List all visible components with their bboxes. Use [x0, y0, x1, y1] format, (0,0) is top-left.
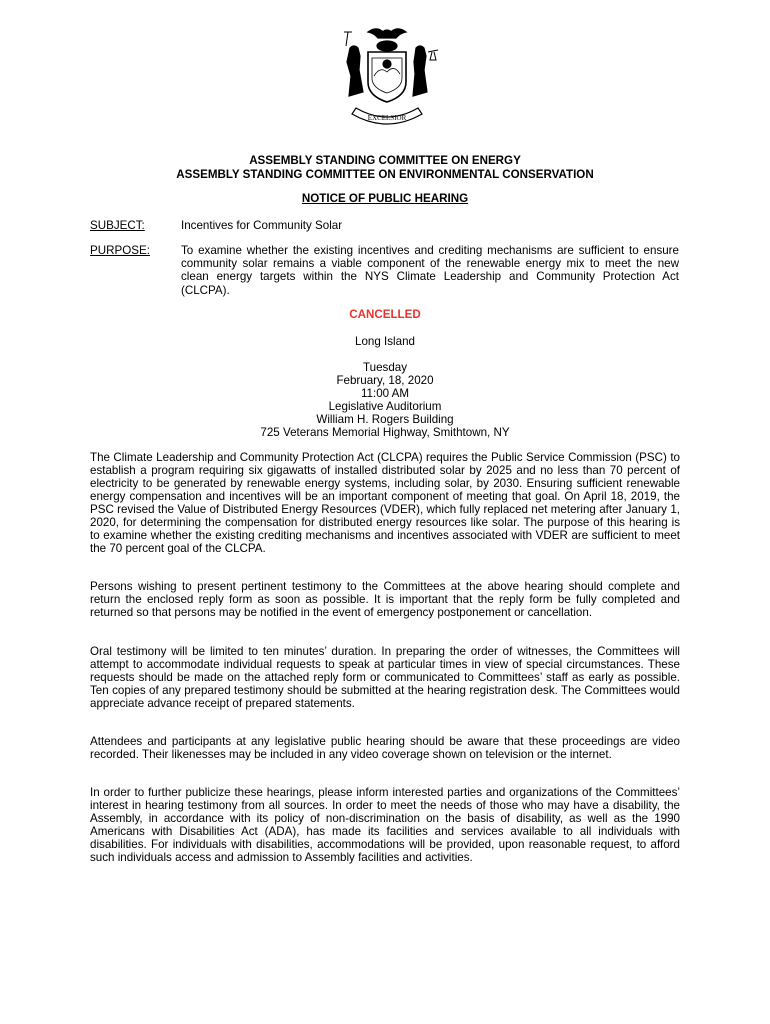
paragraph-clcpa-background: The Climate Leadership and Community Protection Act (CLCPA) requires the Public Service Commission (PSC) to establish a program requiring six gigawatts of installed distributed solar by 2025 and no less than 70 percent of electricity to be generated by renewable energy systems, including solar, by 2030. Ensuring sufficient renewable energy compensation and incentives will be an important component of meeting that goal. On April 18, 2019, the PSC revised the Value of Distributed Energy Resources (VDER), which fully replaced net metering after January 1, 2020, for determining the compensation for distributed energy resources like solar. The purpose of this hearing is to examine whether the existing crediting mechanisms and incentives associated with VDER are sufficient to meet the 70 percent goal of the CLCPA.	[90, 451, 680, 556]
hearing-venue: Legislative Auditorium	[328, 400, 442, 413]
purpose-label: PURPOSE:	[90, 244, 150, 257]
hearing-time: 11:00 AM	[360, 387, 410, 400]
purpose-text: To examine whether the existing incentives and crediting mechanisms are sufficient to ensure community solar remains a viable component of the renewable energy mix to meet the new clean energy targets within the NYS Climate Leadership and Community Protection Act (CLCPA).	[181, 244, 679, 297]
subject-value: Incentives for Community Solar	[181, 219, 343, 232]
new-york-state-seal-icon	[328, 22, 446, 134]
paragraph-video-recording: Attendees and participants at any legislative public hearing should be aware that these proceedings are video recorded. Their likenesses may be included in any video coverage shown on television or the internet.	[90, 735, 680, 762]
paragraph-testimony-instructions: Persons wishing to present pertinent testimony to the Committees at the above hearing should complete and return the enclosed reply form as soon as possible. It is important that the reply form be fully completed and returned so that persons may be notified in the event of emergency postponement or cancellation.	[90, 580, 680, 620]
hearing-address: 725 Veterans Memorial Highway, Smithtown, NY	[260, 426, 510, 439]
committee-name-energy: ASSEMBLY STANDING COMMITTEE ON ENERGY	[249, 154, 521, 167]
committee-name-environmental-conservation: ASSEMBLY STANDING COMMITTEE ON ENVIRONMENTAL CONSERVATION	[176, 168, 594, 181]
hearing-building: William H. Rogers Building	[316, 413, 454, 426]
hearing-date: February, 18, 2020	[336, 374, 434, 387]
svg-text:EXCELSIOR: EXCELSIOR	[367, 114, 407, 122]
subject-label: SUBJECT:	[90, 219, 145, 232]
hearing-day: Tuesday	[362, 361, 408, 374]
notice-title: NOTICE OF PUBLIC HEARING	[301, 192, 469, 205]
hearing-region: Long Island	[355, 335, 415, 348]
cancelled-status: CANCELLED	[349, 308, 421, 321]
paragraph-accessibility: In order to further publicize these hearings, please inform interested parties and organizations of the Committees’ interest in hearing testimony from all sources. In order to meet the needs of those who may have a disability, the Assembly, in accordance with its policy of non-discrimination on the basis of disability, as well as the 1990 Americans with Disabilities Act (ADA), has made its facilities and services available to all individuals with disabilities. For individuals with disabilities, accommodations will be provided, upon reasonable request, to afford such individuals access and admission to Assembly facilities and activities.	[90, 786, 680, 865]
paragraph-oral-testimony: Oral testimony will be limited to ten minutes’ duration. In preparing the order of witnesses, the Committees will attempt to accommodate individual requests to speak at particular times in view of special circumstances. These requests should be made on the attached reply form or communicated to Committees’ staff as early as possible. Ten copies of any prepared testimony should be submitted at the hearing registration desk. The Committees would appreciate advance receipt of prepared statements.	[90, 645, 680, 711]
